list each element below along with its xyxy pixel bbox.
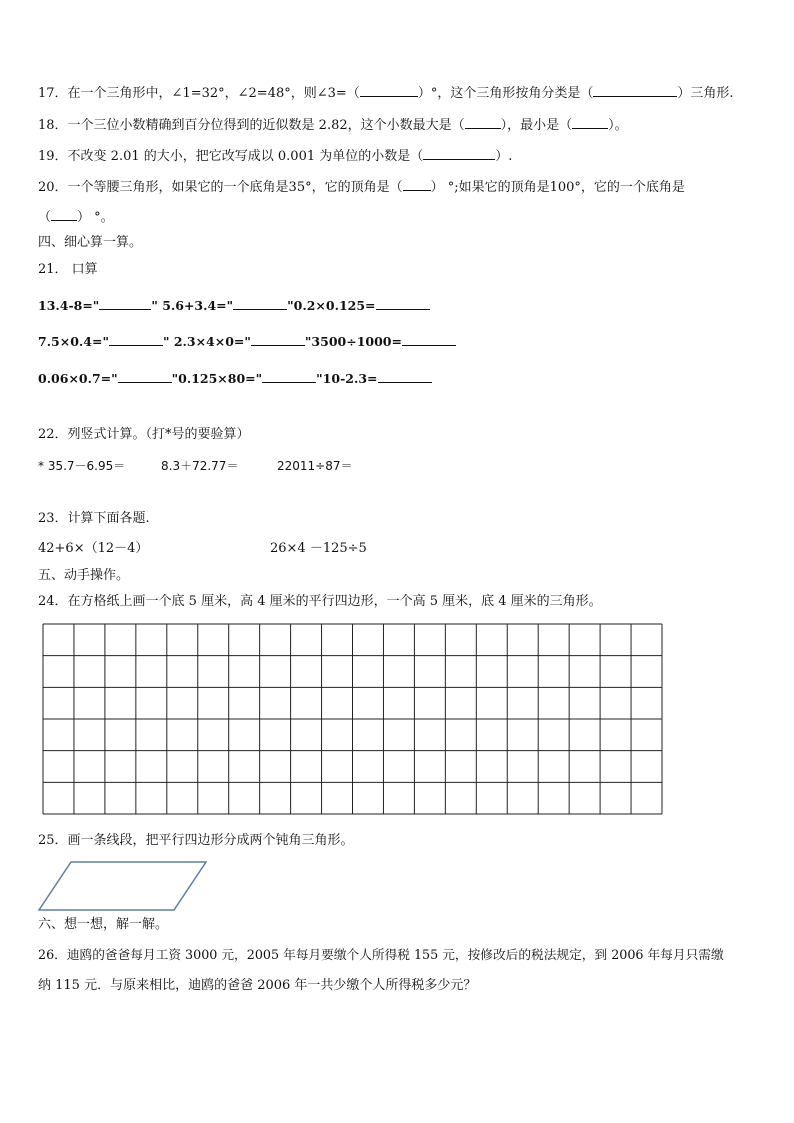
- question-17: 17．在一个三角形中，∠1=32°，∠2=48°，则∠3=（ ）°，这个三角形按角分类是（ ）三角形.: [38, 86, 734, 101]
- answer-blank[interactable]: [378, 370, 432, 383]
- question-26-cont: 纳 115 元．与原来相比，迪鸥的爸爸 2006 年一共少缴个人所得税多少元？: [38, 978, 477, 993]
- answer-blank[interactable]: [423, 147, 495, 160]
- answer-blank[interactable]: [233, 297, 287, 310]
- question-23-title: 23．计算下面各题.: [38, 511, 150, 526]
- question-18: 18．一个三位小数精确到百分位得到的近似数是 2.82，这个小数最大是（ ），最小是（ ）。: [38, 118, 628, 133]
- answer-blank[interactable]: [593, 84, 677, 97]
- answer-blank[interactable]: [376, 297, 430, 310]
- answer-blank[interactable]: [402, 333, 456, 346]
- question-20: 20．一个等腰三角形，如果它的一个底角是35°，它的顶角是（ ） °;如果它的顶角是100°，它的一个底角是: [38, 180, 685, 195]
- vertical-calc-item: 8.3＋72.77＝: [161, 459, 239, 473]
- answer-blank[interactable]: [251, 333, 305, 346]
- section-heading-4: 四、细心算一算。: [38, 235, 143, 250]
- answer-blank[interactable]: [403, 178, 431, 191]
- mental-math-row-3: 0.06×0.7=" "0.125×80=" "10-2.3=: [38, 370, 432, 386]
- calc-item: 42+6×（12－4）: [38, 541, 149, 556]
- graph-paper-grid[interactable]: [42, 623, 664, 821]
- answer-blank[interactable]: [99, 297, 151, 310]
- vertical-calc-item: 22011÷87＝: [277, 459, 353, 473]
- vertical-calc-item: * 35.7－6.95＝: [38, 459, 126, 473]
- question-20-cont: （ ） °。: [38, 210, 114, 225]
- question-22-title: 22．列竖式计算。（打*号的要验算）: [38, 427, 250, 442]
- answer-blank[interactable]: [262, 370, 316, 383]
- question-26: 26．迪鸥的爸爸每月工资 3000 元，2005 年每月要缴个人所得税 155 元，按修改后的税法规定，到 2006 年每月只需缴: [38, 947, 724, 962]
- question-21-title: 21． 口算: [38, 262, 98, 277]
- section-heading-6: 六、想一想，解一解。: [38, 917, 169, 932]
- answer-blank[interactable]: [572, 116, 608, 129]
- grid-svg: [42, 623, 664, 817]
- section-heading-5: 五、动手操作。: [38, 568, 130, 583]
- parallelogram-figure[interactable]: [38, 861, 210, 917]
- answer-blank[interactable]: [109, 333, 163, 346]
- answer-blank[interactable]: [51, 208, 77, 221]
- question-19: 19．不改变 2.01 的大小，把它改写成以 0.001 为单位的小数是（ ）.: [38, 149, 513, 164]
- answer-blank[interactable]: [360, 84, 418, 97]
- question-25: 25．画一条线段，把平行四边形分成两个钝角三角形。: [38, 833, 354, 848]
- parallelogram-shape: [39, 862, 206, 910]
- mental-math-row-1: 13.4-8=" " 5.6+3.4=" "0.2×0.125=: [38, 297, 430, 313]
- question-24: 24．在方格纸上画一个底 5 厘米，高 4 厘米的平行四边形，一个高 5 厘米，底 4 厘米的三角形。: [38, 594, 602, 609]
- mental-math-row-2: 7.5×0.4=" " 2.3×4×0=" "3500÷1000=: [38, 333, 456, 349]
- answer-blank[interactable]: [465, 116, 501, 129]
- calc-item: 26×4 －125÷5: [270, 541, 367, 556]
- answer-blank[interactable]: [118, 370, 172, 383]
